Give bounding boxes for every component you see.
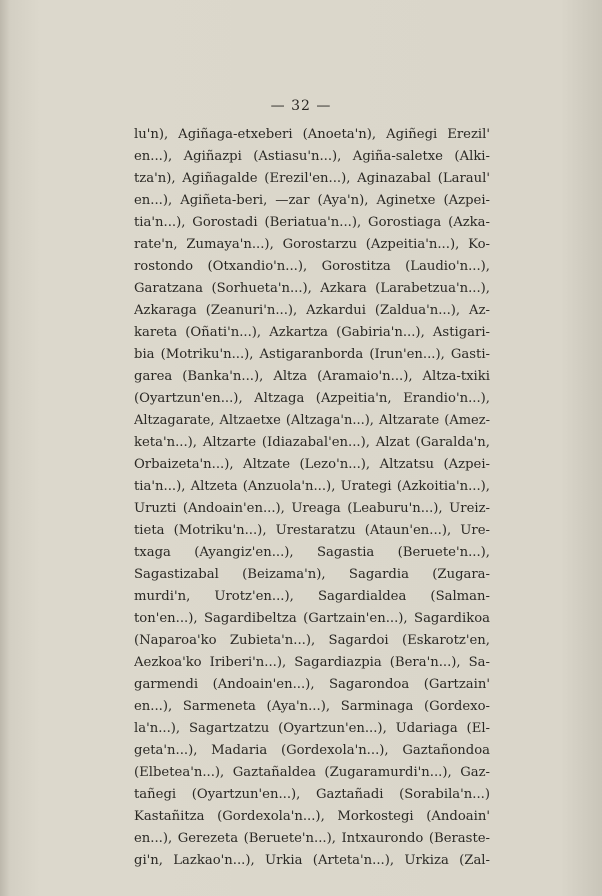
text-line: kareta (Oñati'n...), Azkartza (Gabiria'n...), Astigari- [134, 325, 490, 340]
text-line: geta'n...), Madaria (Gordexola'n...), Gaztañondoa [134, 743, 490, 758]
text-line: rostondo (Otxandio'n...), Gorostitza (Laudio'n...), [134, 259, 490, 274]
text-line: rate'n, Zumaya'n...), Gorostarzu (Azpeitia'n...), Ko- [134, 237, 490, 252]
text-line: garea (Banka'n...), Altza (Aramaio'n...), Altza-txiki [134, 369, 490, 384]
text-line: tia'n...), Gorostadi (Beriatua'n...), Gorostiaga (Azka- [134, 215, 490, 230]
text-line: la'n...), Sagartzatzu (Oyartzun'en...), Udariaga (El- [134, 721, 490, 736]
text-line: en...), Gerezeta (Beruete'n...), Intxaurondo (Beraste- [134, 831, 490, 846]
text-line: en...), Agiñazpi (Astiasu'n...), Agiña-saletxe (Alki- [134, 149, 490, 164]
text-line: Kastañitza (Gordexola'n...), Morkostegi (Andoain' [134, 809, 490, 824]
text-line: Aezkoa'ko Iriberi'n...), Sagardiazpia (Bera'n...), Sa- [134, 655, 490, 670]
text-line: keta'n...), Altzarte (Idiazabal'en...), Alzat (Garalda'n, [134, 435, 490, 450]
text-line: Altzagarate, Altzaetxe (Altzaga'n...), Altzarate (Amez- [134, 413, 490, 428]
text-line: tañegi (Oyartzun'en...), Gaztañadi (Sorabila'n...) [134, 787, 490, 802]
text-line: en...), Sarmeneta (Aya'n...), Sarminaga (Gordexo- [134, 699, 490, 714]
text-line: txaga (Ayangiz'en...), Sagastia (Beruete'n...), [134, 545, 490, 560]
text-line: tia'n...), Altzeta (Anzuola'n...), Urategi (Azkoitia'n...), [134, 479, 490, 494]
text-line: tieta (Motriku'n...), Urestaratzu (Ataun'en...), Ure- [134, 523, 490, 538]
text-line: Sagastizabal (Beizama'n), Sagardia (Zugara- [134, 567, 490, 582]
text-line: en...), Agiñeta-beri, —zar (Aya'n), Aginetxe (Azpei- [134, 193, 490, 208]
text-line: (Oyartzun'en...), Altzaga (Azpeitia'n, Erandio'n...), [134, 391, 490, 406]
text-line: Uruzti (Andoain'en...), Ureaga (Leaburu'n...), Ureiz- [134, 501, 490, 516]
text-line: garmendi (Andoain'en...), Sagarondoa (Gartzain' [134, 677, 490, 692]
text-line: gi'n, Lazkao'n...), Urkia (Arteta'n...), Urkiza (Zal- [134, 853, 490, 868]
text-line: ton'en...), Sagardibeltza (Gartzain'en...), Sagardikoa [134, 611, 490, 626]
text-line: Azkaraga (Zeanuri'n...), Azkardui (Zaldua'n...), Az- [134, 303, 490, 318]
text-line: lu'n), Agiñaga-etxeberi (Anoeta'n), Agiñegi Erezil' [134, 127, 490, 142]
text-line: (Naparoa'ko Zubieta'n...), Sagardoi (Eskarotz'en, [134, 633, 490, 648]
body-text [134, 124, 490, 872]
page-number: — 32 — [270, 98, 332, 114]
text-line: tza'n), Agiñagalde (Erezil'en...), Aginazabal (Laraul' [134, 171, 490, 186]
text-line: (Elbetea'n...), Gaztañaldea (Zugaramurdi'n...), Gaz- [134, 765, 490, 780]
text-line: Orbaizeta'n...), Altzate (Lezo'n...), Altzatsu (Azpei- [134, 457, 490, 472]
text-line: Garatzana (Sorhueta'n...), Azkara (Larabetzua'n...), [134, 281, 490, 296]
text-line: murdi'n, Urotz'en...), Sagardialdea (Salman- [134, 589, 490, 604]
text-line: bia (Motriku'n...), Astigaranborda (Irun'en...), Gasti- [134, 347, 490, 362]
